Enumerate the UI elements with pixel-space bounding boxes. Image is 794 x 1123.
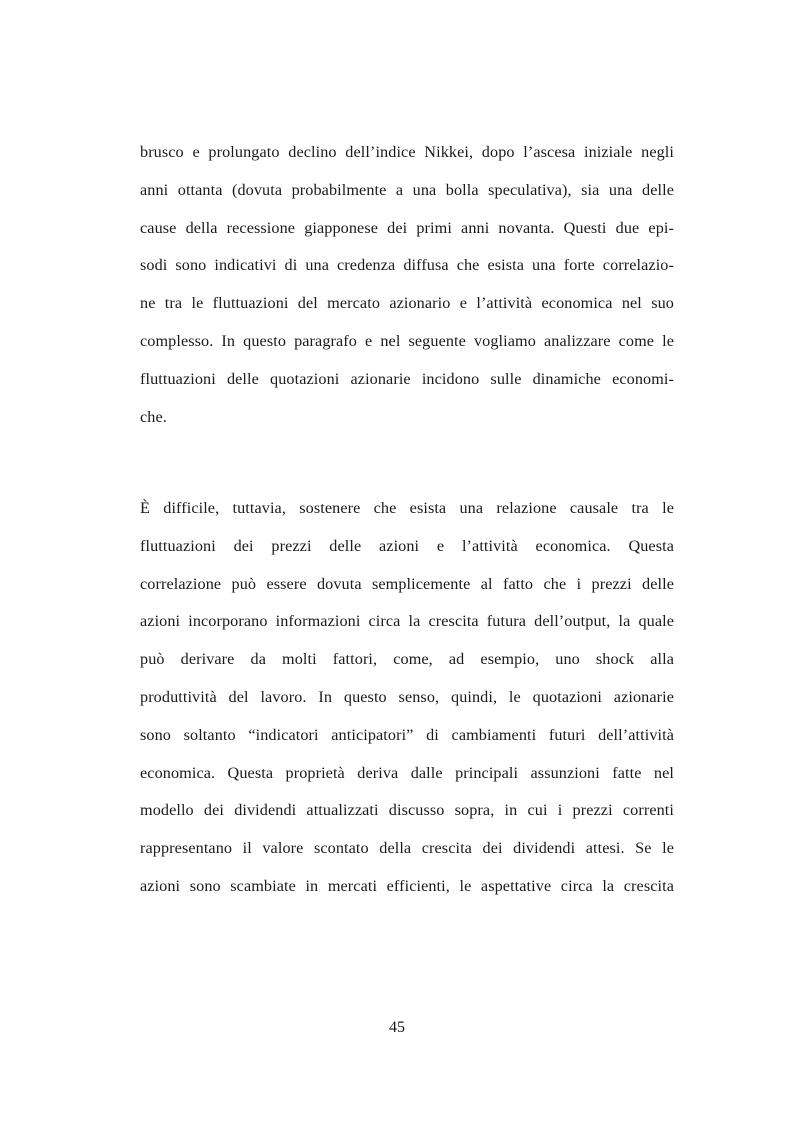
paragraph-line: correlazione può essere dovuta semplicemente al fatto che i prezzi delle [140, 574, 674, 593]
paragraph-line: che. [140, 407, 167, 426]
paragraph-line: azioni sono scambiate in mercati efficienti, le aspettative circa la crescita [140, 876, 674, 895]
paragraph-line: fluttuazioni dei prezzi delle azioni e l’attività economica. Questa [140, 536, 674, 555]
paragraph-2 [140, 490, 674, 906]
paragraph-line: rappresentano il valore scontato della crescita dei dividendi attesi. Se le [140, 839, 674, 858]
paragraph-line: ne tra le fluttuazioni del mercato azionario e l’attività economica nel suo [140, 294, 674, 313]
paragraph-1 [140, 134, 674, 436]
paragraph-line: economica. Questa proprietà deriva dalle principali assunzioni fatte nel [140, 763, 674, 782]
page-number: 45 [389, 1019, 405, 1036]
paragraph-line: azioni incorporano informazioni circa la crescita futura dell’output, la quale [140, 612, 674, 631]
paragraph-line: È difficile, tuttavia, sostenere che esista una relazione causale tra le [140, 499, 674, 517]
paragraph-line: anni ottanta (dovuta probabilmente a una bolla speculativa), sia una delle [140, 180, 674, 199]
paragraph-line: fluttuazioni delle quotazioni azionarie incidono sulle dinamiche economi- [140, 369, 674, 388]
paragraph-line: può derivare da molti fattori, come, ad esempio, uno shock alla [140, 650, 674, 669]
paragraph-line: cause della recessione giapponese dei primi anni novanta. Questi due epi- [140, 218, 674, 237]
paragraph-line: modello dei dividendi attualizzati discusso sopra, in cui i prezzi correnti [140, 801, 674, 820]
paragraph-line: sono soltanto “indicatori anticipatori” di cambiamenti futuri dell’attività [140, 725, 674, 744]
paragraph-line: sodi sono indicativi di una credenza diffusa che esista una forte correlazio- [140, 256, 674, 275]
paragraph-line: produttività del lavoro. In questo senso, quindi, le quotazioni azionarie [140, 687, 674, 706]
paragraph-line: brusco e prolungato declino dell’indice Nikkei, dopo l’ascesa iniziale negli [140, 143, 674, 161]
paragraph-line: complesso. In questo paragrafo e nel seguente vogliamo analizzare come le [140, 331, 674, 350]
